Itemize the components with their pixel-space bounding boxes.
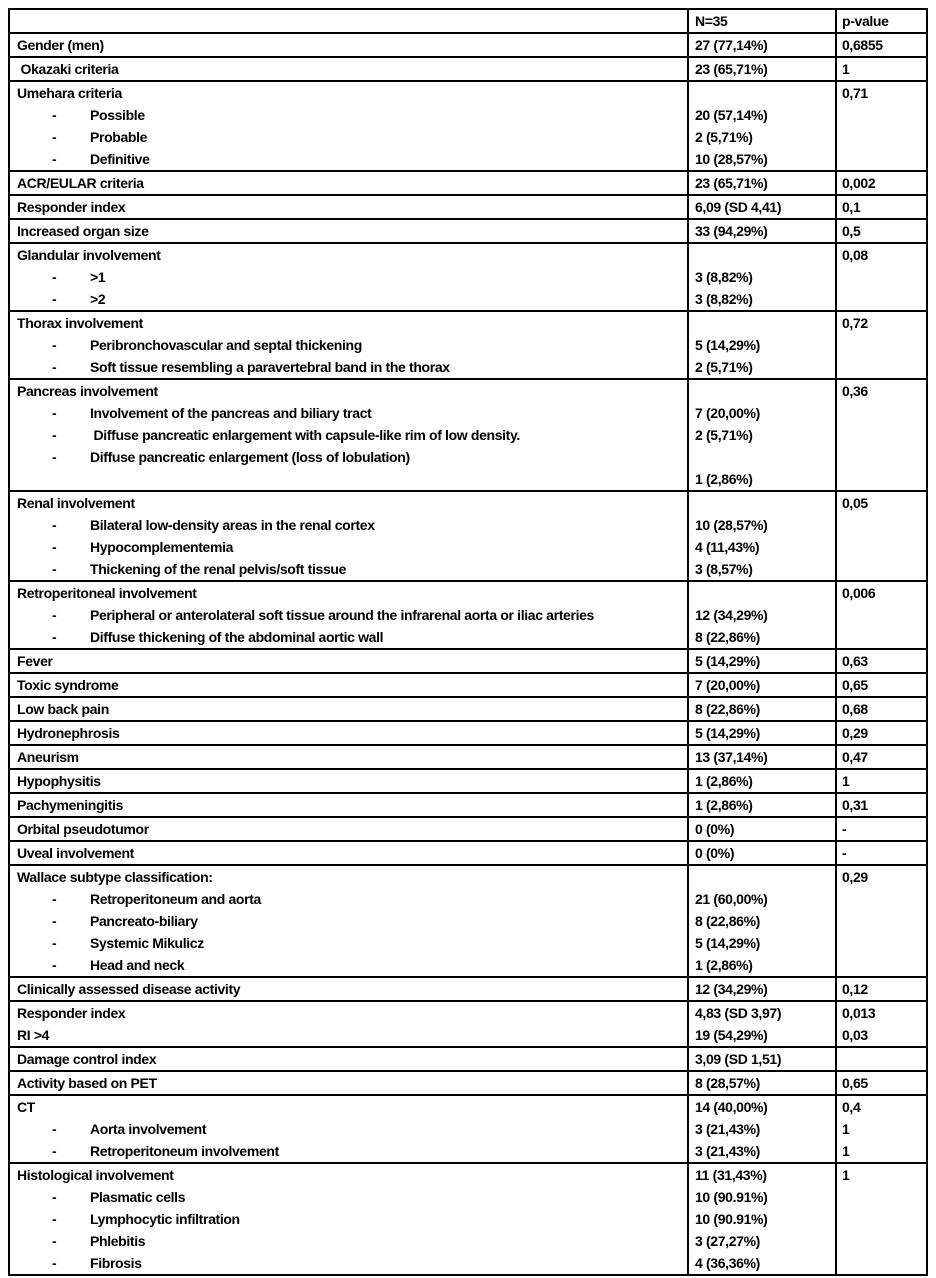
dash-bullet: - [52,607,57,623]
n-value: 7 (20,00%) [695,677,760,693]
dash-bullet: - [52,1255,57,1271]
dash-bullet: - [52,517,57,533]
row-label: Gender (men) [17,37,104,53]
dash-bullet: - [52,539,57,555]
row-label: Okazaki criteria [17,61,119,77]
n-value-cell [687,978,835,1000]
dash-bullet: - [52,913,57,929]
n-value: 20 (57,14%) [695,107,768,123]
row-label: Umehara criteria [17,85,122,101]
table-header-row [10,10,926,32]
p-value: 1 [842,1143,850,1159]
dash-bullet: - [52,629,57,645]
p-value-cell [835,34,926,56]
p-value-cell [835,380,926,490]
table-row [10,310,926,378]
n-value: 5 (14,29%) [695,725,760,741]
n-value: 10 (90.91%) [695,1189,768,1205]
row-label: Toxic syndrome [17,677,119,693]
n-value: 11 (31,43%) [695,1167,767,1183]
n-value: 3 (8,82%) [695,291,753,307]
n-value: 23 (65,71%) [695,61,768,77]
sub-item-label: Possible [90,107,145,123]
row-label-cell [10,1096,687,1162]
table-row [10,1094,926,1162]
dash-bullet: - [52,561,57,577]
n-value: 10 (90.91%) [695,1211,768,1227]
n-value: 3 (21,43%) [695,1143,760,1159]
row-label: Renal involvement [17,495,135,511]
row-label-cell [10,1164,687,1274]
p-value-cell [835,58,926,80]
n-value: 0 (0%) [695,821,735,837]
sub-item-label: Plasmatic cells [90,1189,186,1205]
p-value-cell [835,674,926,696]
row-label-cell [10,582,687,648]
n-value: 10 (28,57%) [695,517,768,533]
p-value: 0,29 [842,869,868,885]
row-label: Aneurism [17,749,79,765]
row-label: Retroperitoneal involvement [17,585,197,601]
n-value: 12 (34,29%) [695,607,768,623]
sub-item-label: Aorta involvement [90,1121,207,1137]
n-value-cell [687,650,835,672]
p-value: 0,08 [842,247,868,263]
n-value: 12 (34,29%) [695,981,768,997]
p-value-cell [835,1002,926,1046]
p-value: 0,05 [842,495,868,511]
p-value-cell [835,746,926,768]
sub-item-label: Systemic Mikulicz [90,935,204,951]
n-value: 2 (5,71%) [695,427,753,443]
row-label-cell [10,244,687,310]
n-value-cell [687,172,835,194]
n-value: 8 (22,86%) [695,629,760,645]
p-value: 0,4 [842,1099,861,1115]
n-value: 8 (22,86%) [695,701,760,717]
n-value: 5 (14,29%) [695,935,760,951]
row-label-cell [10,794,687,816]
row-label: Wallace subtype classification: [17,869,213,885]
dash-bullet: - [52,1211,57,1227]
p-value-cell [835,650,926,672]
row-label: Damage control index [17,1051,157,1067]
n-value-cell [687,866,835,976]
row-label: Increased organ size [17,223,149,239]
n-value-cell [687,380,835,490]
p-value: 1 [842,1121,850,1137]
p-value: 0,006 [842,585,876,601]
n-value-cell [687,34,835,56]
row-label-cell [10,312,687,378]
p-value: 1 [842,61,850,77]
n-value-cell [687,220,835,242]
n-value: 27 (77,14%) [695,37,768,53]
sub-item-label: Fibrosis [90,1255,142,1271]
table-row [10,80,926,170]
row-label-cell [10,770,687,792]
table-row [10,672,926,696]
n-value: 13 (37,14%) [695,749,768,765]
table-row [10,490,926,580]
p-value-cell [835,582,926,648]
row-label-cell [10,82,687,170]
row-label-cell [10,1072,687,1094]
sub-item-label: Retroperitoneum and aorta [90,891,261,907]
table-row [10,976,926,1000]
table-row [10,32,926,56]
dash-bullet: - [52,449,57,465]
n-value-cell [687,722,835,744]
n-value-cell [687,794,835,816]
p-value-cell [835,818,926,840]
n-value: 5 (14,29%) [695,653,760,669]
p-value: 0,71 [842,85,868,101]
sub-item-label: Involvement of the pancreas and biliary tract [90,405,372,421]
n-value: 3,09 (SD 1,51) [695,1051,782,1067]
row-label: Pancreas involvement [17,383,158,399]
row-label-cell [10,674,687,696]
table-row [10,792,926,816]
p-value-cell [835,866,926,976]
row-label: Low back pain [17,701,109,717]
header-n-cell [687,10,835,32]
n-value: 4,83 (SD 3,97) [695,1005,782,1021]
n-value-cell [687,698,835,720]
sub-item-label: Head and neck [90,957,185,973]
n-value: 3 (27,27%) [695,1233,760,1249]
header-empty-cell [10,10,687,32]
n-value-cell [687,82,835,170]
sub-item-label: Soft tissue resembling a paravertebral band in the thorax [90,359,450,375]
p-value: 1 [842,773,850,789]
p-value-cell [835,1164,926,1274]
dash-bullet: - [52,291,57,307]
p-value-cell [835,698,926,720]
sub-item-label: Thickening of the renal pelvis/soft tissue [90,561,347,577]
n-value: 3 (21,43%) [695,1121,760,1137]
sub-item-label: >1 [90,269,106,285]
p-value-cell [835,220,926,242]
n-value: 3 (8,57%) [695,561,753,577]
p-value-cell [835,312,926,378]
p-value-cell [835,1072,926,1094]
p-value: 0,29 [842,725,868,741]
row-label-cell [10,196,687,218]
row-label-cell [10,492,687,580]
p-value-cell [835,722,926,744]
n-value: 2 (5,71%) [695,129,753,145]
row-label: Thorax involvement [17,315,143,331]
sub-item-label: Bilateral low-density areas in the renal cortex [90,517,375,533]
sub-item-label: Hypocomplementemia [90,539,234,555]
p-value-cell [835,794,926,816]
p-value: 1 [842,1167,850,1183]
header-pvalue-label: p-value [842,13,889,29]
row-label-cell [10,842,687,864]
table-row [10,720,926,744]
row-label: RI >4 [17,1027,50,1043]
n-value-cell [687,1048,835,1070]
row-label-cell [10,34,687,56]
row-label: Orbital pseudotumor [17,821,149,837]
n-value: 7 (20,00%) [695,405,760,421]
n-value: 10 (28,57%) [695,151,768,167]
sub-item-label: Peribronchovascular and septal thickening [90,337,362,353]
sub-item-label: Pancreato-biliary [90,913,198,929]
n-value: 21 (60,00%) [695,891,768,907]
row-label-cell [10,380,687,490]
n-value-cell [687,1002,835,1046]
n-value: 23 (65,71%) [695,175,768,191]
n-value: 1 (2,86%) [695,957,753,973]
p-value-cell [835,770,926,792]
p-value: 0,65 [842,677,868,693]
table-row [10,1070,926,1094]
sub-item-label: Diffuse pancreatic enlargement (loss of lobulation) [90,449,410,465]
row-label: Activity based on PET [17,1075,157,1091]
dash-bullet: - [52,957,57,973]
row-label-cell [10,698,687,720]
p-value: 0,63 [842,653,868,669]
p-value: 0,6855 [842,37,883,53]
row-label: Responder index [17,1005,126,1021]
dash-bullet: - [52,1189,57,1205]
row-label-cell [10,220,687,242]
sub-item-label: Phlebitis [90,1233,146,1249]
row-label-cell [10,746,687,768]
row-label: Pachymeningitis [17,797,124,813]
n-value-cell [687,312,835,378]
table-row [10,194,926,218]
sub-item-label: Peripheral or anterolateral soft tissue around the infrarenal aorta or iliac arteries [90,607,594,623]
p-value-cell [835,978,926,1000]
dash-bullet: - [52,129,57,145]
p-value-cell [835,842,926,864]
dash-bullet: - [52,1121,57,1137]
p-value: 0,72 [842,315,868,331]
table-row [10,840,926,864]
results-table [8,8,928,1276]
table-row [10,218,926,242]
row-label-cell [10,722,687,744]
p-value-cell [835,82,926,170]
p-value: 0,47 [842,749,868,765]
sub-item-label: >2 [90,291,106,307]
sub-item-label: Retroperitoneum involvement [90,1143,279,1159]
n-value: 14 (40,00%) [695,1099,768,1115]
n-value-cell [687,58,835,80]
p-value-cell [835,196,926,218]
dash-bullet: - [52,427,57,443]
n-value: 1 (2,86%) [695,773,753,789]
sub-item-label: Lymphocytic infiltration [90,1211,240,1227]
p-value: 0,12 [842,981,868,997]
table-row [10,768,926,792]
n-value-cell [687,818,835,840]
row-label-cell [10,650,687,672]
p-value: 0,013 [842,1005,876,1021]
n-value-cell [687,770,835,792]
n-value: 33 (94,29%) [695,223,768,239]
n-value: 2 (5,71%) [695,359,753,375]
row-label-cell [10,978,687,1000]
p-value: 0,1 [842,199,861,215]
p-value: 0,68 [842,701,868,717]
table-row [10,580,926,648]
row-label-cell [10,866,687,976]
table-row [10,1162,926,1274]
p-value: - [842,821,847,837]
p-value: 0,65 [842,1075,868,1091]
row-label: Hypophysitis [17,773,101,789]
row-label: ACR/EULAR criteria [17,175,144,191]
p-value: 0,36 [842,383,868,399]
n-value-cell [687,674,835,696]
p-value-cell [835,172,926,194]
row-label: Clinically assessed disease activity [17,981,241,997]
n-value: 6,09 (SD 4,41) [695,199,782,215]
dash-bullet: - [52,1143,57,1159]
n-value-cell [687,244,835,310]
n-value: 4 (36,36%) [695,1255,760,1271]
row-label-cell [10,58,687,80]
dash-bullet: - [52,1233,57,1249]
n-value: 3 (8,82%) [695,269,753,285]
p-value: 0,5 [842,223,861,239]
sub-item-label: Diffuse pancreatic enlargement with capsule-like rim of low density. [90,427,520,443]
n-value-cell [687,492,835,580]
row-label-cell [10,1048,687,1070]
n-value: 5 (14,29%) [695,337,760,353]
p-value-cell [835,1096,926,1162]
table-row [10,56,926,80]
row-label: Glandular involvement [17,247,161,263]
p-value: 0,03 [842,1027,868,1043]
n-value: 19 (54,29%) [695,1027,768,1043]
row-label-cell [10,1002,687,1046]
header-pvalue-cell [835,10,926,32]
row-label: Responder index [17,199,126,215]
n-value: 1 (2,86%) [695,797,753,813]
row-label: CT [17,1099,35,1115]
row-label: Histological involvement [17,1167,174,1183]
dash-bullet: - [52,891,57,907]
header-n-label: N=35 [695,13,728,29]
n-value-cell [687,196,835,218]
sub-item-label: Definitive [90,151,150,167]
n-value: 8 (28,57%) [695,1075,760,1091]
p-value-cell [835,1048,926,1070]
sub-item-label: Diffuse thickening of the abdominal aortic wall [90,629,384,645]
p-value-cell [835,492,926,580]
dash-bullet: - [52,337,57,353]
table-row [10,1046,926,1070]
dash-bullet: - [52,405,57,421]
n-value-cell [687,1096,835,1162]
row-label-cell [10,172,687,194]
row-label: Hydronephrosis [17,725,120,741]
n-value-cell [687,1164,835,1274]
p-value: 0,31 [842,797,868,813]
table-row [10,744,926,768]
dash-bullet: - [52,359,57,375]
n-value-cell [687,746,835,768]
n-value: 4 (11,43%) [695,539,760,555]
table-row [10,1000,926,1046]
table-row [10,170,926,194]
row-label: Uveal involvement [17,845,134,861]
n-value: 8 (22,86%) [695,913,760,929]
p-value: 0,002 [842,175,876,191]
p-value-cell [835,244,926,310]
p-value: - [842,845,847,861]
n-value-cell [687,842,835,864]
dash-bullet: - [52,107,57,123]
table-row [10,864,926,976]
table-row [10,696,926,720]
table-row [10,648,926,672]
table-row [10,378,926,490]
dash-bullet: - [52,269,57,285]
dash-bullet: - [52,935,57,951]
n-value: 1 (2,86%) [695,471,753,487]
table-row [10,816,926,840]
n-value-cell [687,582,835,648]
dash-bullet: - [52,151,57,167]
n-value-cell [687,1072,835,1094]
table-row [10,242,926,310]
row-label-cell [10,818,687,840]
n-value: 0 (0%) [695,845,735,861]
row-label: Fever [17,653,53,669]
sub-item-label: Probable [90,129,148,145]
